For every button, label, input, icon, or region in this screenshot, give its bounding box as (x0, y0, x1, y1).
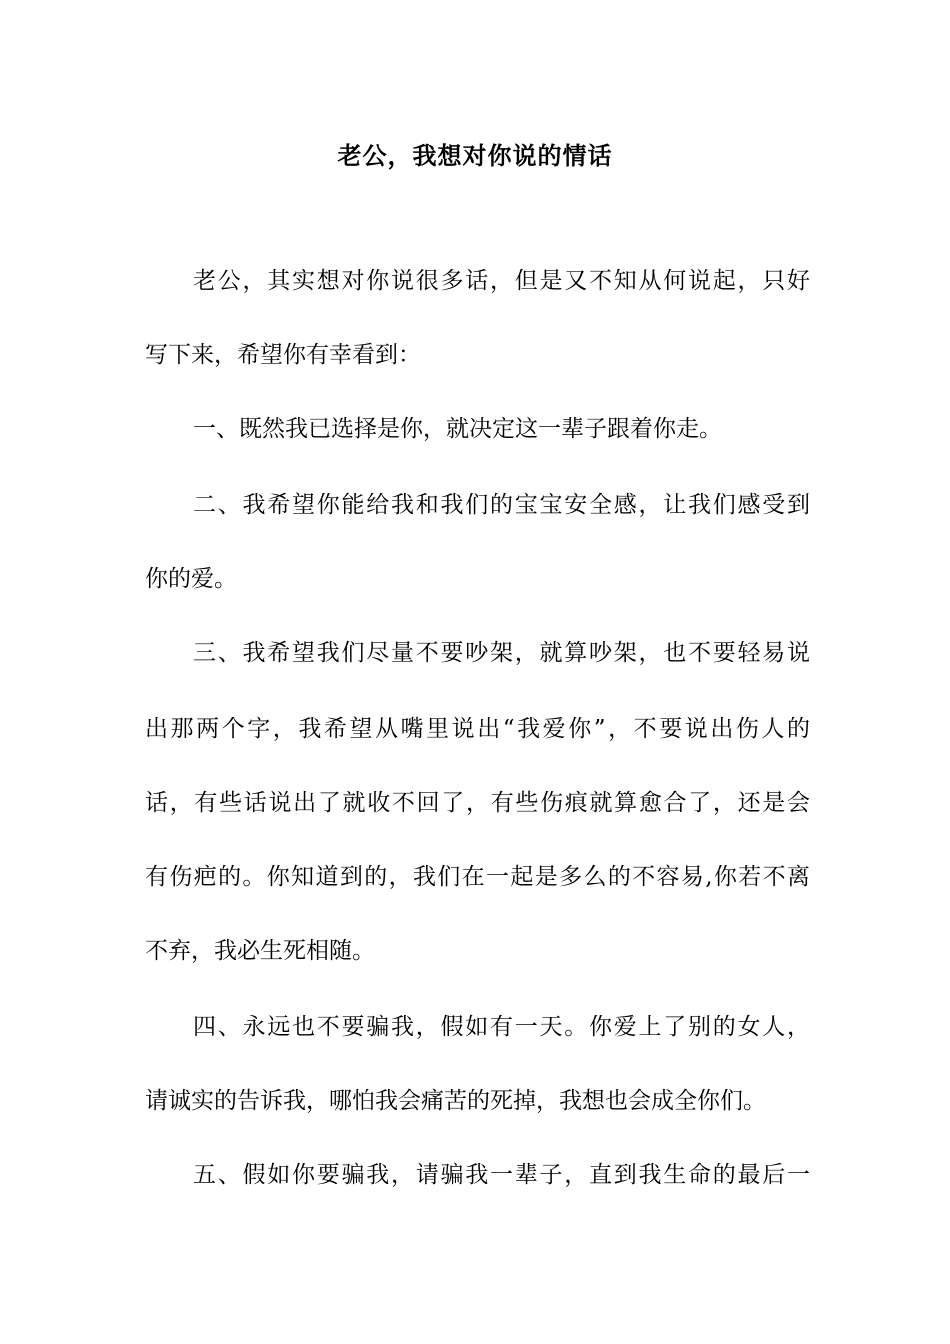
document-title: 老公，我想对你说的情话 (337, 141, 613, 170)
paragraph-line: 话，有些话说出了就收不回了，有些伤痕就算愈合了，还是会 (145, 790, 810, 816)
paragraph-line: 有伤疤的。你知道到的，我们在一起是多么的不容易,你若不离 (145, 864, 810, 890)
paragraph-line: 三、我希望我们尽量不要吵架，就算吵架，也不要轻易说 (193, 640, 810, 666)
paragraph-line: 你的爱。 (145, 566, 237, 592)
paragraph-line: 五、假如你要骗我，请骗我一辈子，直到我生命的最后一 (193, 1162, 810, 1188)
paragraph-line: 请诚实的告诉我，哪怕我会痛苦的死掉，我想也会成全你们。 (145, 1088, 766, 1114)
paragraph-line: 老公，其实想对你说很多话，但是又不知从何说起，只好 (193, 268, 810, 294)
paragraph-line: 四、永远也不要骗我，假如有一天。你爱上了别的女人， (193, 1014, 810, 1040)
paragraph-line: 一、既然我已选择是你，就决定这一辈子跟着你走。 (193, 416, 722, 442)
paragraph-line: 不弃，我必生死相随。 (145, 938, 375, 964)
paragraph-line: 出那两个字，我希望从嘴里说出“我爱你”，不要说出伤人的 (145, 716, 810, 742)
paragraph-line: 写下来，希望你有幸看到： (145, 342, 421, 368)
paragraph-line: 二、我希望你能给我和我们的宝宝安全感，让我们感受到 (193, 492, 810, 518)
